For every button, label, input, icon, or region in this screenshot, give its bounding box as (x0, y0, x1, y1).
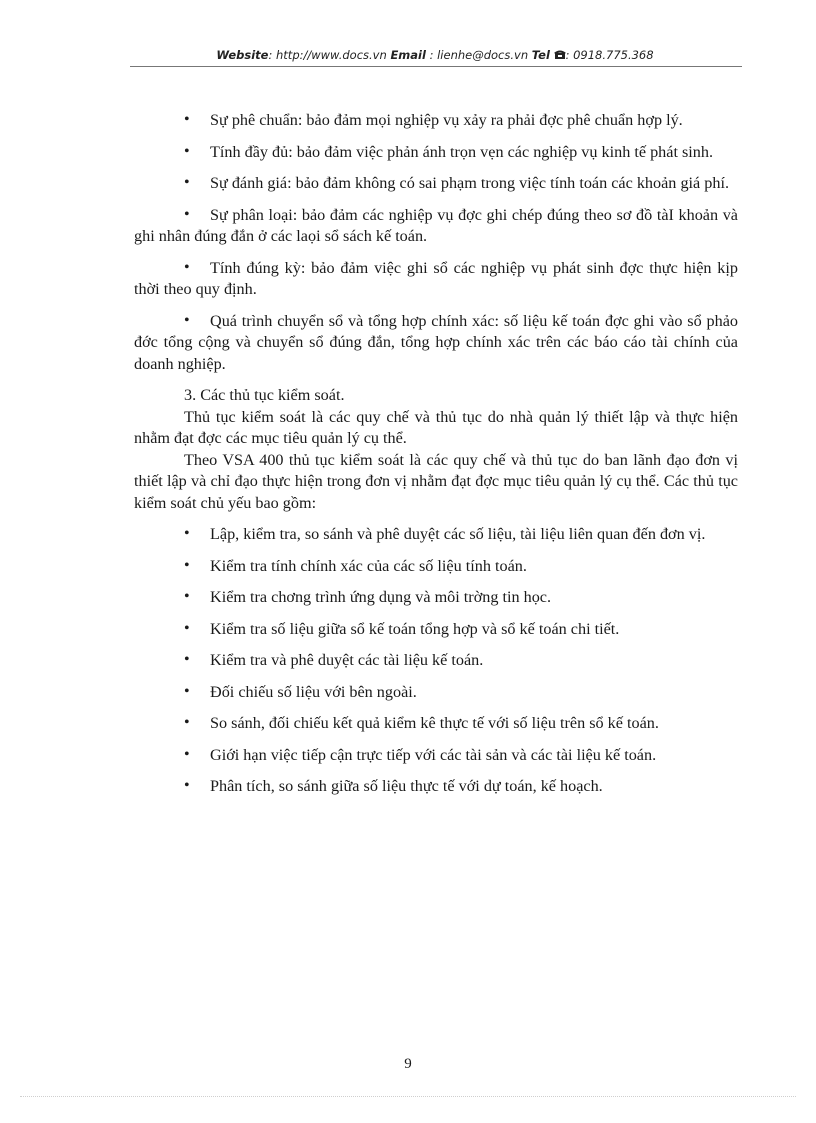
website-label: Website (216, 48, 269, 62)
bullet-icon: • (184, 777, 190, 794)
bullet-icon: • (184, 142, 190, 160)
list-item-text: Kiểm tra số liệu giữa sổ kế toán tổng hợp và sổ kế toán chi tiết. (210, 619, 620, 638)
tel-label: Tel (531, 48, 550, 62)
list-item-text: Kiểm tra chơng trình ứng dụng và môi trờng tin học. (210, 588, 552, 606)
bullet-icon: • (184, 745, 190, 763)
bullet-icon: • (184, 619, 190, 637)
list-item-text: Tính đúng kỳ: bảo đảm việc ghi sổ các nghiệp vụ phát sinh đợc thực hiện kịp thời theo quy định. (134, 258, 738, 298)
bullet-icon: • (184, 258, 190, 276)
bullet-list-objectives (134, 110, 738, 375)
bullet-icon: • (184, 556, 190, 574)
bullet-list-procedures (134, 524, 738, 798)
bullet-icon: • (184, 714, 190, 731)
list-item (134, 745, 738, 767)
list-item (134, 311, 738, 376)
bullet-icon: • (184, 174, 190, 191)
paragraph-definition: Thủ tục kiểm soát là các quy chế và thủ tục do nhà quản lý thiết lập và thực hiện nhằm đạt đợc các mục tiêu quản lý cụ thể. (134, 407, 738, 447)
list-item (134, 619, 738, 641)
list-item (134, 142, 738, 164)
header-divider (130, 66, 742, 67)
email-label: Email (390, 48, 426, 62)
list-item-text: Phân tích, so sánh giữa số liệu thực tế với dự toán, kế hoạch. (210, 777, 603, 795)
list-item (134, 258, 738, 301)
list-item (134, 524, 738, 546)
bullet-icon: • (184, 682, 190, 700)
document-body (134, 110, 738, 808)
section-heading: 3. Các thủ tục kiểm soát. (184, 386, 345, 404)
list-item-text: Lập, kiểm tra, so sánh và phê duyệt các số liệu, tài liệu liên quan đến đơn vị. (210, 525, 706, 543)
list-item-text: Quá trình chuyển sổ và tổng hợp chính xác: số liệu kế toán đợc ghi vào sổ phảo đớc tổng cộng và chuyển sổ đúng đắn, tổng hợp chính xác trên các báo cáo tài chính của doanh nghiệp. (134, 311, 738, 373)
bullet-icon: • (184, 111, 190, 128)
list-item-text: Sự đánh giá: bảo đảm không có sai phạm trong việc tính toán các khoản giá phí. (210, 174, 730, 192)
page-header (130, 48, 740, 63)
list-item (134, 650, 738, 672)
list-item (134, 587, 738, 609)
list-item (134, 682, 738, 704)
paragraph-vsa: Theo VSA 400 thủ tục kiểm soát là các quy chế và thủ tục do ban lãnh đạo đơn vị thiết lập và chỉ đạo thực hiện trong đơn vị nhằm đạt đợc mục tiêu quản lý cụ thể. Các thủ tục kiểm soát chủ yếu bao gồm: (134, 450, 738, 512)
list-item-text: Sự phân loại: bảo đảm các nghiệp vụ đợc ghi chép đúng theo sơ đồ tàI khoản và ghi nhân đúng đắn ở các laọi sổ sách kế toán. (134, 205, 738, 245)
list-item-text: Đối chiếu số liệu với bên ngoài. (210, 682, 417, 701)
list-item (134, 173, 738, 195)
website-value: : http://www.docs.vn (268, 48, 387, 62)
list-item-text: Kiểm tra tính chính xác của các số liệu tính toán. (210, 556, 527, 575)
bullet-icon: • (184, 311, 190, 329)
email-value: : lienhe@docs.vn (429, 48, 529, 62)
list-item-text: Kiểm tra và phê duyệt các tài liệu kế toán. (210, 651, 484, 669)
list-item (134, 556, 738, 578)
list-item (134, 205, 738, 248)
bullet-icon: • (184, 525, 190, 542)
list-item-text: Sự phê chuẩn: bảo đảm mọi nghiệp vụ xảy ra phải đợc phê chuẩn hợp lý. (210, 111, 683, 129)
list-item-text: Giới hạn việc tiếp cận trực tiếp với các tài sản và các tài liệu kế toán. (210, 745, 657, 764)
bullet-icon: • (184, 588, 190, 605)
phone-icon (554, 49, 566, 63)
list-item-text: Tính đầy đủ: bảo đảm việc phản ánh trọn vẹn các nghiệp vụ kinh tế phát sinh. (210, 142, 714, 161)
list-item (134, 713, 738, 735)
list-item (134, 776, 738, 798)
bullet-icon: • (184, 651, 190, 668)
footer-divider (20, 1096, 796, 1097)
bullet-icon: • (184, 205, 190, 223)
list-item-text: So sánh, đối chiếu kết quả kiểm kê thực tế với số liệu trên sổ kế toán. (210, 714, 659, 732)
list-item (134, 110, 738, 132)
tel-value: : 0918.775.368 (565, 48, 654, 62)
page-number: 9 (404, 1056, 412, 1072)
